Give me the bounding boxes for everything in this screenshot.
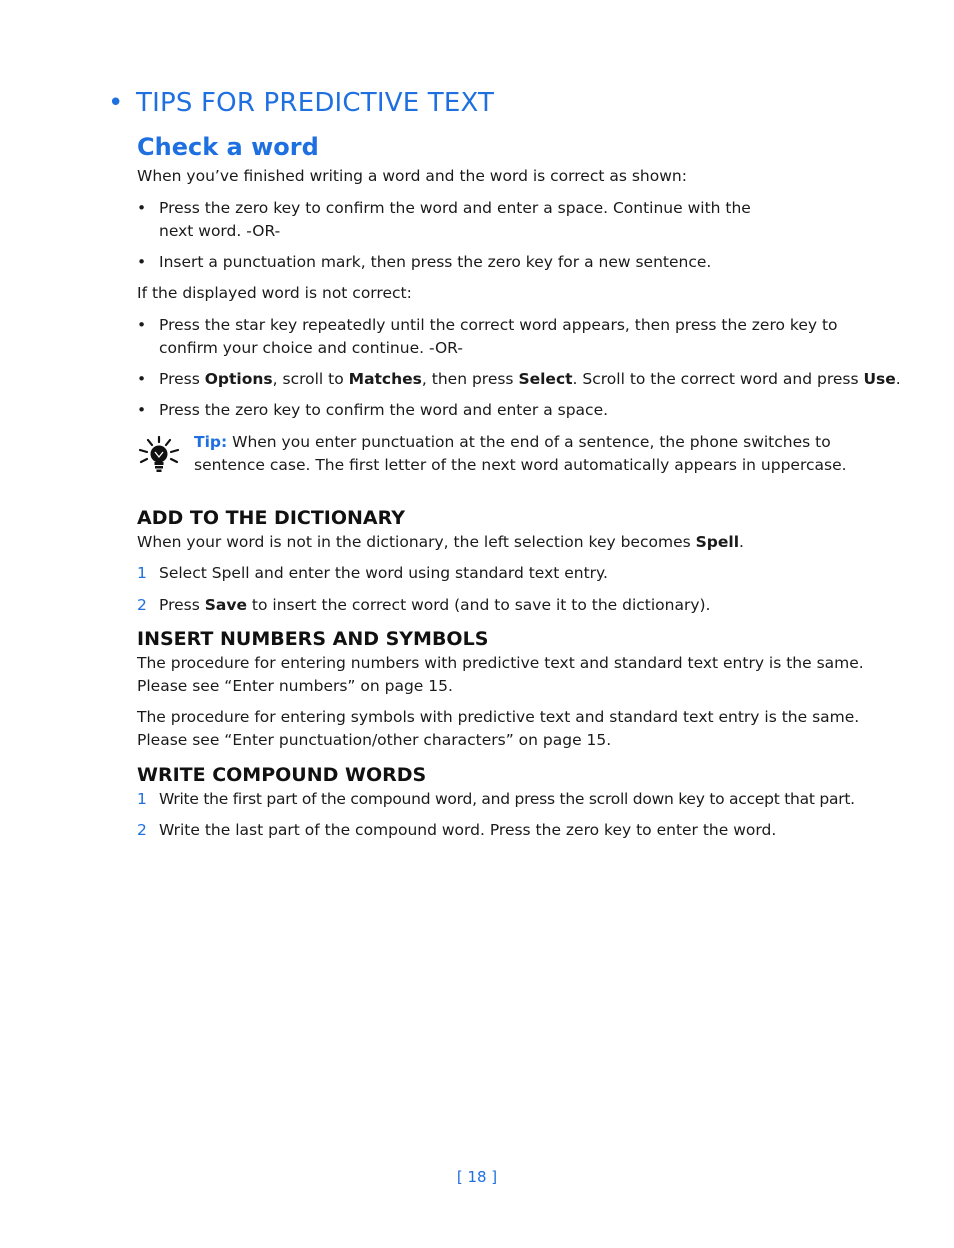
step-item	[137, 788, 855, 811]
symbols-paragraph: The procedure for entering symbols with predictive text and standard text entry is the same. Please see “Enter punctuation/other characters” on page 15.	[137, 708, 860, 749]
key-use: Use	[863, 370, 896, 388]
bullet-text: Press the zero key to confirm the word and enter a space. Continue with the	[159, 199, 751, 217]
dictionary-title: ADD TO THE DICTIONARY	[137, 507, 405, 529]
bullet-text: Press the star key repeatedly until the correct word appears, then press the zero key to	[159, 316, 838, 334]
step-text: Write the last part of the compound word. Press the zero key to enter the word.	[159, 821, 777, 839]
bullet-item: • Insert a punctuation mark, then press the zero key for a new sentence.	[137, 251, 837, 274]
step-text: Select Spell and enter the word using standard text entry.	[159, 564, 608, 582]
numbers-paragraph: The procedure for entering numbers with predictive text and standard text entry is the same. Please see “Enter numbers” on page 15.	[137, 654, 864, 695]
page-number: [ 18 ]	[456, 1168, 498, 1186]
step-item	[137, 594, 837, 617]
heading-bullet: •	[108, 88, 124, 118]
bullet-text: next word. -OR-	[159, 222, 281, 240]
tip-text: sentence case. The first letter of the next word automatically appears in uppercase.	[194, 456, 847, 474]
tip-note	[194, 431, 847, 477]
bullet-item: • Press the star key repeatedly until the correct word appears, then press the zero key to confirm your choice and continue. -OR-	[137, 314, 837, 360]
step-text: Press Save to insert the correct word (and to save it to the dictionary).	[159, 596, 711, 614]
step-number: 1	[137, 564, 147, 582]
dictionary-intro: When your word is not in the dictionary, the left selection key becomes Spell.	[137, 533, 744, 551]
step-number: 1	[137, 790, 147, 808]
step-number: 2	[137, 821, 147, 839]
key-matches: Matches	[348, 370, 422, 388]
lightbulb-icon	[138, 436, 180, 474]
tip-text: When you enter punctuation at the end of a sentence, the phone switches to	[227, 433, 831, 451]
bullet-item: • Press the zero key to confirm the word and enter a space.	[137, 399, 837, 422]
bullet-text: Insert a punctuation mark, then press the zero key for a new sentence.	[159, 253, 712, 271]
subsection-title: Check a word	[137, 133, 319, 161]
bullet-item: • Press Options, scroll to Matches, then press Select. Scroll to the correct word and press Use.	[137, 368, 837, 391]
bullet-text: confirm your choice and continue. -OR-	[159, 339, 463, 357]
key-options: Options	[204, 370, 273, 388]
numbers-title: INSERT NUMBERS AND SYMBOLS	[137, 628, 489, 650]
step-item	[137, 562, 837, 585]
section-heading	[108, 88, 494, 118]
step-item	[137, 819, 837, 842]
compound-title: WRITE COMPOUND WORDS	[137, 764, 427, 786]
bullet-text: Press the zero key to confirm the word and enter a space.	[159, 401, 609, 419]
key-save: Save	[204, 596, 247, 614]
tip-label: Tip:	[194, 433, 228, 451]
step-text: Write the first part of the compound word, and press the scroll down key to accept that part.	[159, 790, 855, 808]
check-intro: When you’ve finished writing a word and the word is correct as shown:	[137, 167, 687, 185]
not-correct-text: If the displayed word is not correct:	[137, 284, 412, 302]
step-number: 2	[137, 596, 147, 614]
bullet-text: Press Options, scroll to Matches, then press Select. Scroll to the correct word and press Use.	[159, 370, 901, 388]
section-title: TIPS FOR PREDICTIVE TEXT	[136, 88, 495, 118]
key-spell: Spell	[695, 533, 740, 551]
bullet-item: • Press the zero key to confirm the word and enter a space. Continue with the next word. -OR-	[137, 197, 837, 243]
key-select: Select	[518, 370, 573, 388]
